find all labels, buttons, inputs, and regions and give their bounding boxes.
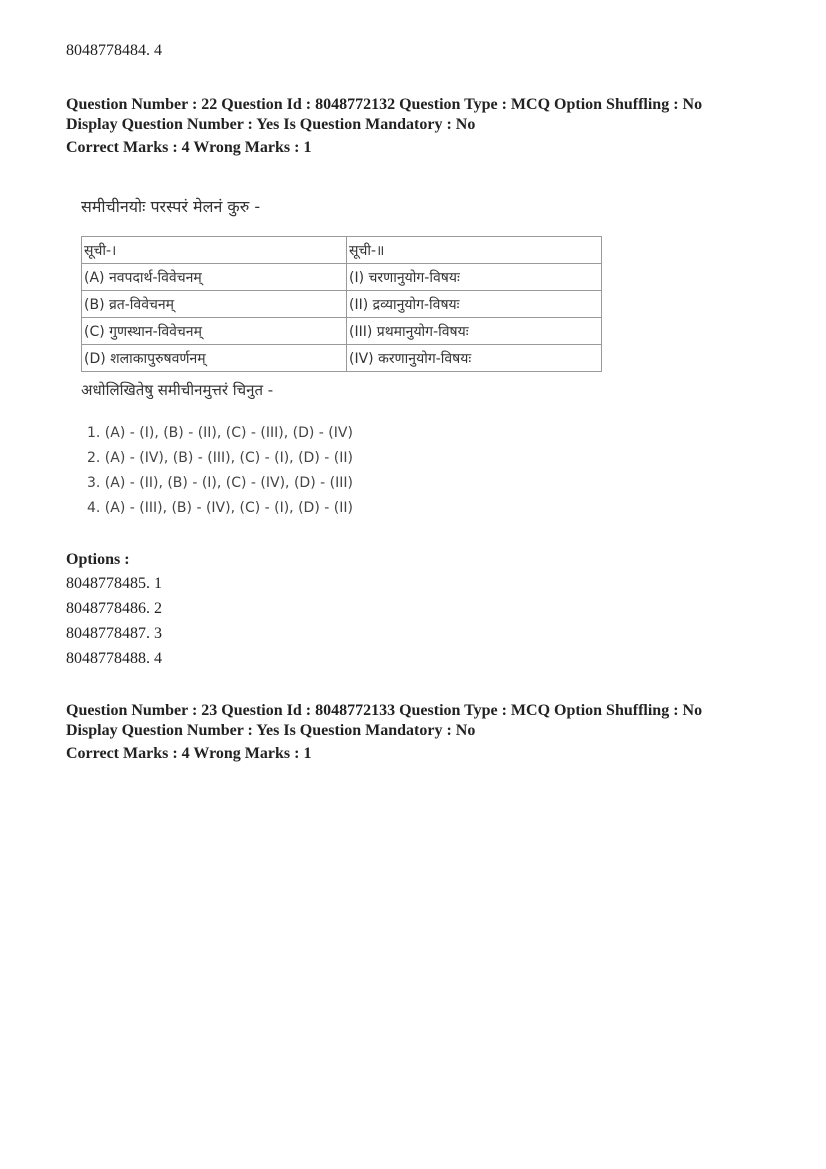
- question-header-line2: Display Question Number : Yes Is Question Mandatory : No: [66, 722, 476, 739]
- table-cell: (B) व्रत-विवेचनम्: [82, 291, 347, 318]
- table-cell: (I) चरणानुयोग-विषयः: [347, 264, 602, 291]
- table-cell: (D) शलाकापुरुषवर्णनम्: [82, 345, 347, 372]
- table-cell: (III) प्रथमानुयोग-विषयः: [347, 318, 602, 345]
- table-cell: (A) नवपदार्थ-विवेचनम्: [82, 264, 347, 291]
- table-header-cell: सूची-।: [82, 237, 347, 264]
- answer-choice-1: 1. (A) - (I), (B) - (II), (C) - (III), (D) - (IV): [87, 425, 353, 441]
- match-table: [81, 236, 602, 372]
- table-row: [82, 291, 602, 318]
- answer-choice-4: 4. (A) - (III), (B) - (IV), (C) - (I), (D) - (II): [87, 500, 353, 516]
- table-cell: (IV) करणानुयोग-विषयः: [347, 345, 602, 372]
- table-row: [82, 318, 602, 345]
- option-item: 8048778486. 2: [66, 600, 162, 617]
- question-prompt: अधोलिखितेषु समीचीनमुत्तरं चिनुत -: [81, 381, 274, 399]
- question-instruction: समीचीनयोः परस्परं मेलनं कुरु -: [81, 197, 261, 216]
- option-item: 8048778485. 1: [66, 575, 162, 592]
- option-item: 8048778488. 4: [66, 650, 162, 667]
- question-header-line1: Question Number : 23 Question Id : 8048772133 Question Type : MCQ Option Shuffling : No: [66, 702, 703, 719]
- table-cell: (C) गुणस्थान-विवेचनम्: [82, 318, 347, 345]
- table-cell: (II) द्रव्यानुयोग-विषयः: [347, 291, 602, 318]
- question-marks: Correct Marks : 4 Wrong Marks : 1: [66, 745, 312, 762]
- table-header-cell: सूची-॥: [347, 237, 602, 264]
- question-marks: Correct Marks : 4 Wrong Marks : 1: [66, 139, 312, 156]
- table-header-row: [82, 237, 602, 264]
- option-item: 8048778487. 3: [66, 625, 162, 642]
- options-label: Options :: [66, 551, 130, 568]
- question-header-line2: Display Question Number : Yes Is Question Mandatory : No: [66, 116, 476, 133]
- table-row: [82, 345, 602, 372]
- question-header-line1: Question Number : 22 Question Id : 8048772132 Question Type : MCQ Option Shuffling : No: [66, 96, 703, 113]
- answer-choice-3: 3. (A) - (II), (B) - (I), (C) - (IV), (D) - (III): [87, 475, 353, 491]
- table-row: [82, 264, 602, 291]
- previous-option: 8048778484. 4: [66, 42, 162, 59]
- answer-choice-2: 2. (A) - (IV), (B) - (III), (C) - (I), (D) - (II): [87, 450, 353, 466]
